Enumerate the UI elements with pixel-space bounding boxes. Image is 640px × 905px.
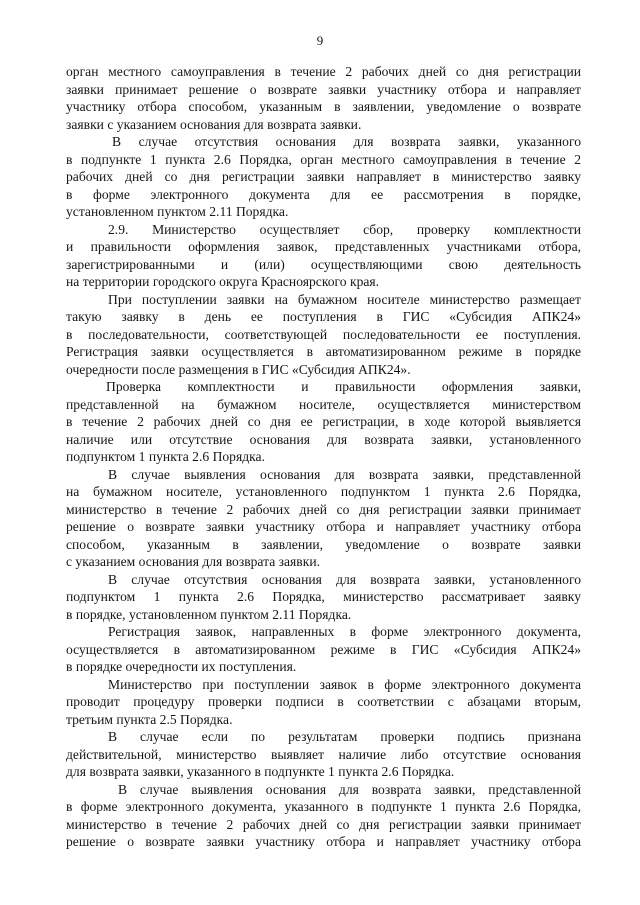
paragraph <box>66 63 581 133</box>
paragraph <box>66 623 581 676</box>
text-line: орган местного самоуправления в течение 2 рабочих дней со дня регистрации <box>66 64 581 79</box>
text-line: такую заявку в день ее поступления в ГИС «Субсидия АПК24» <box>66 309 581 324</box>
text-line: наличие или отсутствие основания для возврата заявки, установленного <box>66 431 581 447</box>
page-number: 9 <box>316 33 324 48</box>
text-line: 2.9. Министерство осуществляет сбор, проверку комплектности <box>108 221 581 237</box>
paragraph <box>66 728 581 781</box>
text-line: в подпункте 1 пункта 2.6 Порядка, орган местного самоуправления в течение 2 <box>66 151 581 167</box>
text-line: Министерство при поступлении заявок в форме электронного документа <box>108 676 581 692</box>
text-line: министерство в течение 2 рабочих дней со дня регистрации заявки принимает <box>66 501 581 517</box>
text-line: В случае если по результатам проверки подпись признана <box>108 729 581 744</box>
text-line: При поступлении заявки на бумажном носителе министерство размещает <box>108 291 581 307</box>
text-line: третьим пункта 2.5 Порядка. <box>66 711 233 727</box>
paragraph <box>66 781 581 851</box>
paragraph <box>66 133 581 221</box>
text-line: зарегистрированными и (или) осуществляющими свою деятельность <box>66 256 581 272</box>
text-line: Регистрация заявки осуществляется в автоматизированном режиме в порядке <box>66 344 581 359</box>
text-line: в форме электронного документа для ее рассмотрения в порядке, <box>66 186 581 202</box>
paragraph <box>66 571 581 624</box>
paragraph <box>66 676 581 729</box>
text-line: рабочих дней со дня регистрации заявки направляет в министерство заявку <box>66 169 581 184</box>
text-line: В случае отсутствия основания для возврата заявки, указанного <box>112 134 581 149</box>
text-line: Регистрация заявок, направленных в форме электронного документа, <box>108 624 581 639</box>
text-line: с указанием основания для возврата заявки. <box>66 554 320 569</box>
text-line: решение о возврате заявки участнику отбора и направляет участнику отбора <box>66 834 581 849</box>
text-line: действительной, министерство выявляет наличие либо отсутствие основания <box>66 746 581 762</box>
paragraph <box>66 291 581 379</box>
body-text <box>66 63 581 851</box>
text-line: представленной на бумажном носителе, осуществляется министерством <box>66 396 581 412</box>
text-line: в порядке очередности их поступления. <box>66 659 297 674</box>
text-line: В случае выявления основания для возврата заявки, представленной <box>108 466 581 482</box>
text-line: в порядке, установленном пунктом 2.11 Порядка. <box>66 606 352 622</box>
text-line: В случае выявления основания для возврата заявки, представленной <box>118 781 581 797</box>
text-line: в течение 2 рабочих дней со дня ее регистрации, в ходе которой выявляется <box>66 414 581 429</box>
text-line: заявки с указанием основания для возврата заявки. <box>66 116 362 132</box>
text-line: решение о возврате заявки участнику отбора и направляет участнику отбора <box>66 519 581 534</box>
text-line: способом, указанным в заявлении, уведомление о возврате заявки <box>66 536 581 552</box>
text-line: В случае отсутствия основания для возврата заявки, установленного <box>108 571 581 587</box>
text-line: в форме электронного документа, указанного в подпункте 1 пункта 2.6 Порядка, <box>66 799 581 814</box>
text-line: министерство в течение 2 рабочих дней со дня регистрации заявки принимает <box>66 816 581 832</box>
text-line: подпунктом 1 пункта 2.6 Порядка, министерство рассматривает заявку <box>66 589 581 604</box>
text-line: заявки принимает решение о возврате заявки участнику отбора и направляет <box>66 81 581 97</box>
paragraph <box>66 378 581 466</box>
text-line: проводит процедуру проверки подписи в соответствии с абзацами вторым, <box>66 694 581 709</box>
text-line: установленном пунктом 2.11 Порядка. <box>66 204 289 219</box>
text-line: подпунктом 1 пункта 2.6 Порядка. <box>66 449 265 464</box>
paragraph <box>66 221 581 291</box>
text-line: очередности после размещения в ГИС «Субсидия АПК24». <box>66 361 411 377</box>
text-line: в последовательности, соответствующей последовательности ее поступления. <box>66 326 581 342</box>
paragraph <box>66 466 581 571</box>
text-line: для возврата заявки, указанного в подпункте 1 пункта 2.6 Порядка. <box>66 764 455 779</box>
text-line: осуществляется в автоматизированном режиме в ГИС «Субсидия АПК24» <box>66 641 581 657</box>
text-line: участнику отбора способом, указанным в заявлении, уведомление о возврате <box>66 99 581 114</box>
text-line: Проверка комплектности и правильности оформления заявки, <box>106 379 581 394</box>
text-line: на территории городского округа Красноярского края. <box>66 274 380 289</box>
text-line: и правильности оформления заявок, представленных участниками отбора, <box>66 239 581 254</box>
text-line: на бумажном носителе, установленного подпунктом 1 пункта 2.6 Порядка, <box>66 484 581 499</box>
